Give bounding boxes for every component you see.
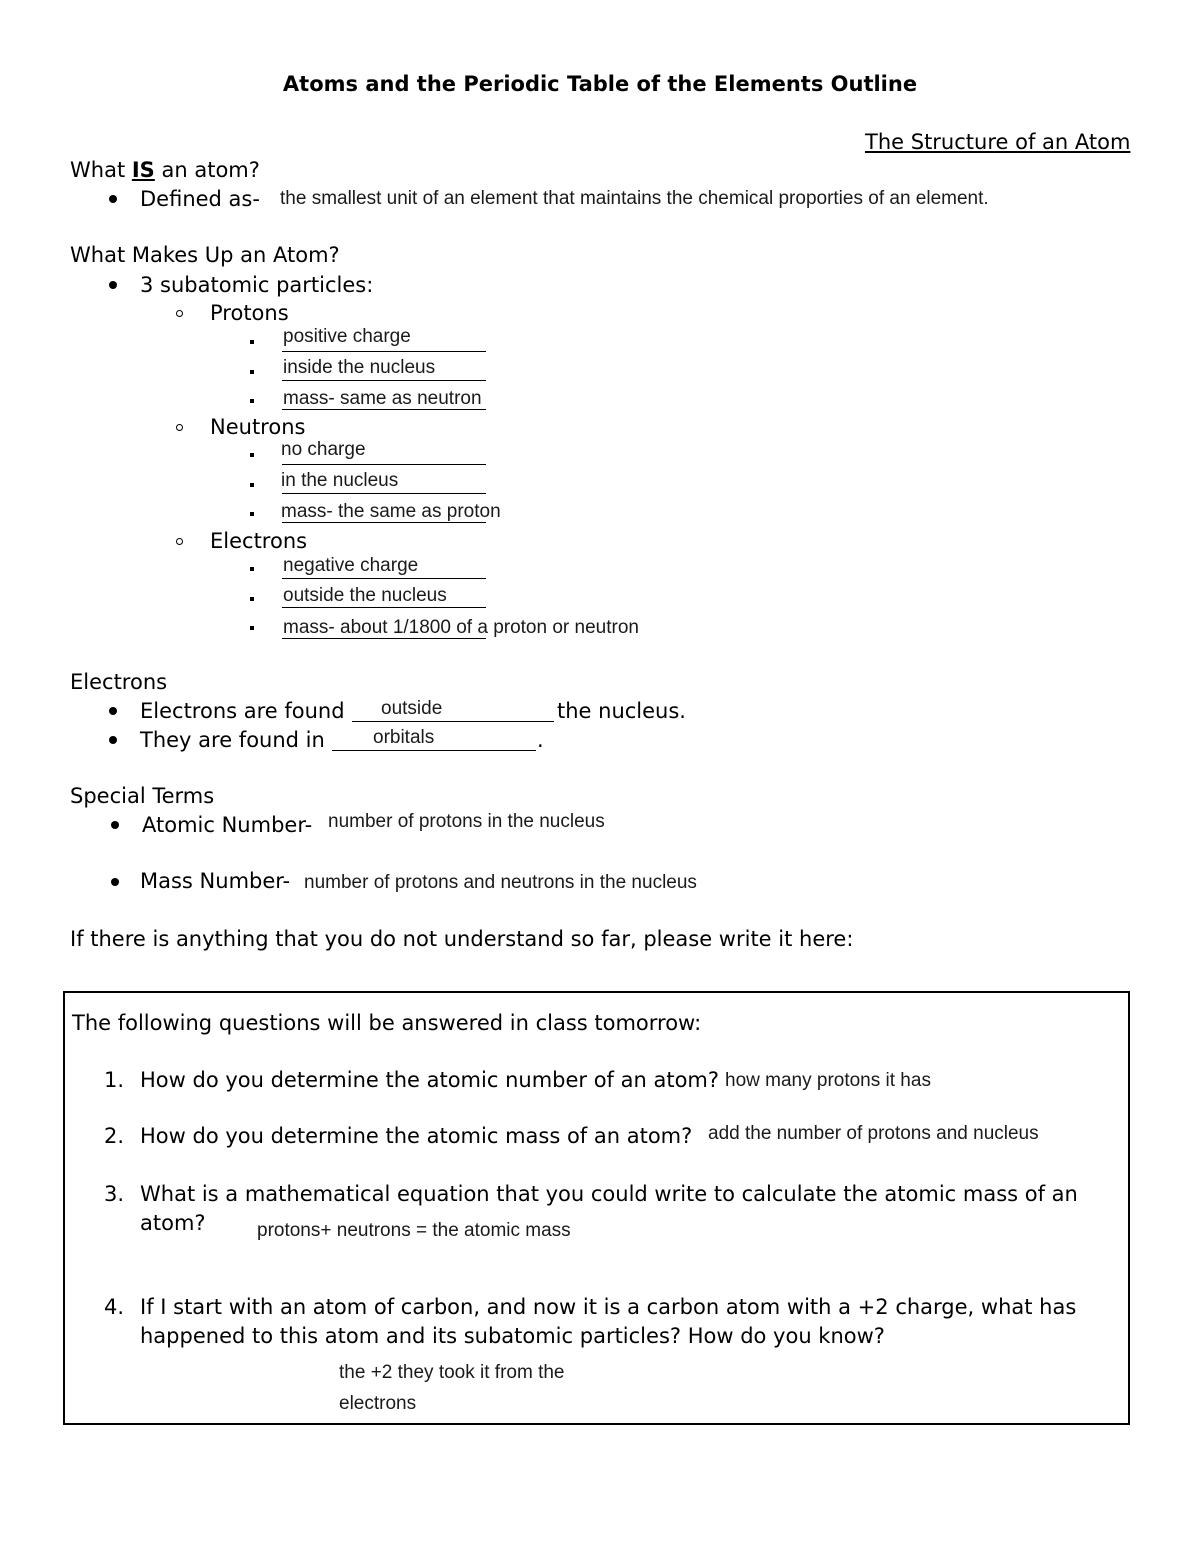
- neutrons-item-1: no charge: [281, 439, 366, 460]
- atomic-number-answer: number of protons in the nucleus: [328, 811, 605, 832]
- answer-underline: [282, 638, 486, 639]
- answer-underline: [282, 464, 486, 465]
- electrons-line-1-pre: Electrons are found: [140, 699, 345, 723]
- electrons-line-2-pre: They are found in: [140, 728, 325, 752]
- neutrons-label: Neutrons: [210, 415, 306, 439]
- square-bullet-icon: [250, 626, 254, 630]
- square-bullet-icon: [250, 512, 254, 516]
- electrons-item-2: outside the nucleus: [283, 585, 447, 606]
- square-bullet-icon: [250, 567, 254, 571]
- electrons-line-2-answer: orbitals: [373, 727, 435, 748]
- question-4-answer-line-1: the +2 they took it from the: [339, 1362, 565, 1383]
- question-2-number: 2.: [104, 1124, 125, 1148]
- questions-intro: The following questions will be answered in class tomorrow:: [72, 1011, 702, 1035]
- neutrons-item-3: mass- the same as proton: [281, 501, 501, 522]
- square-bullet-icon: [250, 453, 254, 457]
- page-title: Atoms and the Periodic Table of the Elements Outline: [282, 72, 918, 96]
- what-is-suffix: an atom?: [154, 158, 260, 182]
- question-2-text: How do you determine the atomic mass of an atom?: [140, 1124, 693, 1148]
- makeup-bullet: 3 subatomic particles:: [140, 273, 374, 297]
- square-bullet-icon: [250, 483, 254, 487]
- questions-box: [63, 991, 1130, 1425]
- question-2-answer: add the number of protons and nucleus: [708, 1123, 1039, 1144]
- question-4-text-line-1: If I start with an atom of carbon, and now it is a carbon atom with a +2 charge, what has: [140, 1295, 1077, 1319]
- answer-underline: [282, 351, 486, 352]
- electrons-line-1-post: the nucleus.: [557, 699, 686, 723]
- answer-underline: [282, 522, 486, 523]
- protons-item-1: positive charge: [283, 326, 411, 347]
- question-1-text: How do you determine the atomic number of an atom?: [140, 1068, 720, 1092]
- special-terms-heading: Special Terms: [70, 784, 215, 808]
- circle-bullet-icon: [176, 538, 183, 545]
- question-4-text-line-2: happened to this atom and its subatomic particles? How do you know?: [140, 1324, 885, 1348]
- square-bullet-icon: [250, 370, 254, 374]
- bullet-icon: [111, 821, 119, 829]
- blank-underline: [352, 721, 554, 722]
- bullet-icon: [109, 281, 117, 289]
- square-bullet-icon: [250, 399, 254, 403]
- question-3-text-line-1: What is a mathematical equation that you could write to calculate the atomic mass of an: [140, 1182, 1078, 1206]
- questions-prompt: If there is anything that you do not understand so far, please write it here:: [70, 927, 854, 951]
- neutrons-item-2: in the nucleus: [281, 470, 399, 491]
- electrons-item-3: mass- about 1/1800 of a proton or neutron: [283, 617, 639, 638]
- square-bullet-icon: [250, 340, 254, 344]
- bullet-icon: [109, 736, 117, 744]
- blank-underline: [332, 750, 536, 751]
- square-bullet-icon: [250, 597, 254, 601]
- protons-label: Protons: [210, 301, 289, 325]
- answer-underline: [282, 578, 486, 579]
- defined-label: Defined as-: [140, 187, 260, 211]
- question-4-number: 4.: [104, 1295, 125, 1319]
- question-1-answer: how many protons it has: [725, 1070, 931, 1091]
- makeup-heading: What Makes Up an Atom?: [70, 243, 340, 267]
- electrons-line-2-post: .: [537, 728, 544, 752]
- protons-item-3: mass- same as neutron: [283, 388, 482, 409]
- question-3-answer: protons+ neutrons = the atomic mass: [257, 1220, 571, 1241]
- what-is-emph: IS: [131, 158, 155, 182]
- circle-bullet-icon: [176, 310, 183, 317]
- answer-underline: [282, 380, 486, 381]
- answer-underline: [282, 607, 486, 608]
- electrons-line-1-answer: outside: [381, 698, 443, 719]
- what-is-heading: [70, 158, 260, 182]
- bullet-icon: [109, 707, 117, 715]
- question-4-answer-line-2: electrons: [339, 1393, 417, 1414]
- answer-underline: [282, 409, 486, 410]
- electrons-heading: Electrons: [70, 670, 168, 694]
- answer-underline: [282, 493, 486, 494]
- what-is-prefix: What: [70, 158, 132, 182]
- electrons-label: Electrons: [210, 529, 308, 553]
- bullet-icon: [109, 195, 117, 203]
- question-3-text-line-2: atom?: [140, 1211, 206, 1235]
- defined-answer: the smallest unit of an element that maintains the chemical proporties of an element.: [280, 188, 989, 209]
- protons-item-2: inside the nucleus: [283, 357, 436, 378]
- mass-number-label: Mass Number-: [140, 869, 291, 893]
- question-1-number: 1.: [104, 1068, 125, 1092]
- section-subtitle: The Structure of an Atom: [865, 130, 1131, 154]
- bullet-icon: [111, 878, 119, 886]
- electrons-item-1: negative charge: [283, 555, 419, 576]
- circle-bullet-icon: [176, 424, 183, 431]
- question-3-number: 3.: [104, 1182, 125, 1206]
- atomic-number-label: Atomic Number-: [142, 813, 313, 837]
- mass-number-answer: number of protons and neutrons in the nucleus: [304, 872, 697, 893]
